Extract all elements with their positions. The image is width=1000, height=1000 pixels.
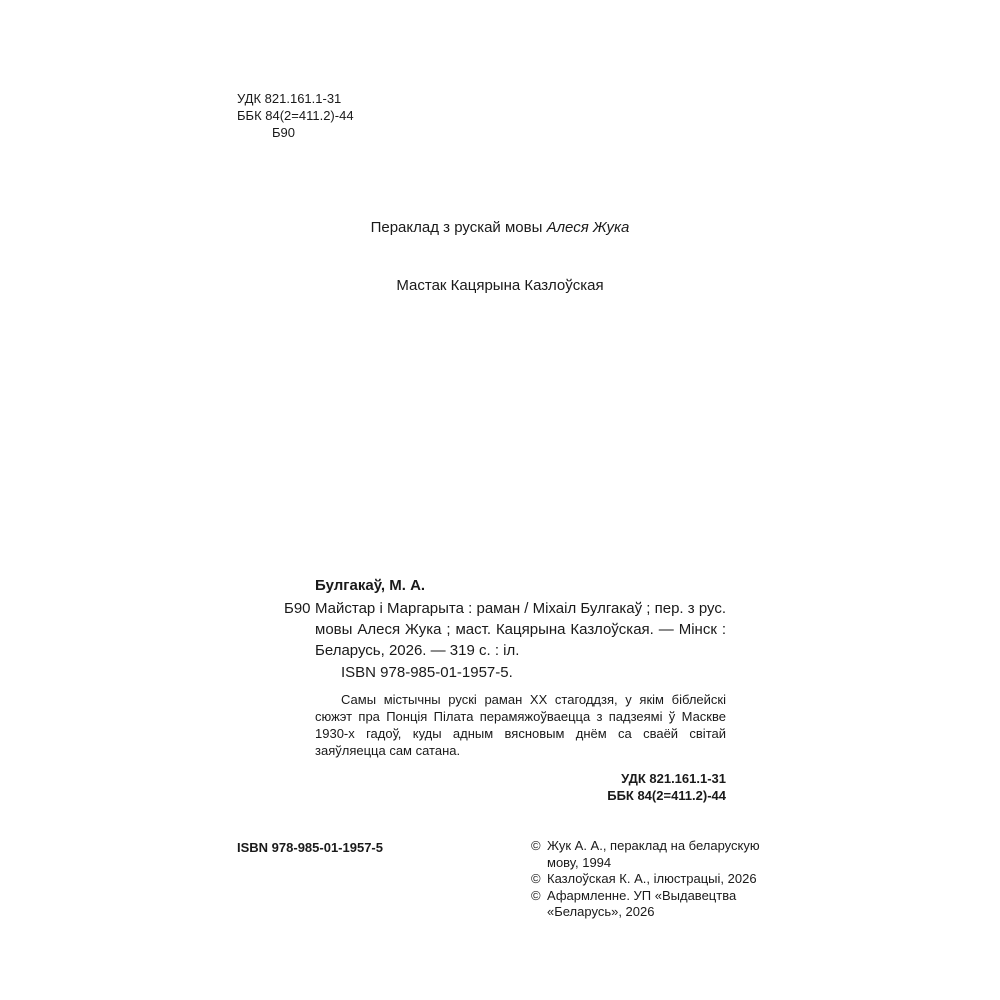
copyright-text: Казлоўская К. А., ілюстрацыі, 2026 [547,871,757,886]
translation-prefix: Пераклад з рускай мовы [370,219,547,236]
record-main [284,598,726,804]
copyright-item [531,888,791,921]
copyright-symbol: © [531,838,541,853]
record-description: Майстар і Маргарыта : раман / Міхаіл Булгакаў ; пер. з рус. мовы Алеся Жука ; маст. Кацярына Казлоўская. — Мінск : Беларусь, 2026. — 319 с. : іл. [315,600,726,659]
copyright-item [531,838,791,871]
classification-block [237,90,354,141]
copyright-item [531,871,791,888]
bbk-code: ББК 84(2=411.2)-44 [237,108,354,123]
record-author-mark: Б90 [284,600,311,617]
translator-credit [0,219,1000,236]
copyright-symbol: © [531,887,541,903]
record-isbn: ISBN 978-985-01-1957-5. [341,664,513,681]
copyright-text: Афармленне. УП «Выдавецтва «Беларусь», 2026 [547,887,737,919]
author-mark: Б90 [272,125,295,140]
isbn-footer: ISBN 978-985-01-1957-5 [237,840,383,855]
copyright-symbol: © [531,871,541,886]
translator-name: Алеся Жука [546,219,630,236]
udk-code: УДК 821.161.1-31 [237,91,342,106]
record-author: Булгакаў, М. А. [315,577,426,594]
artist-credit: Мастак Кацярына Казлоўская [396,277,604,294]
record-codes [315,770,726,804]
copyright-list [531,838,791,921]
record-annotation: Самы містычны рускі раман XX стагоддзя, у якім біблейскі сюжэт пра Понція Пілата перамяжоўваецца з падзеямі ў Маскве 1930-х гадоў, куды адным вясновым днём са сваёй світай заяўляецца сам сатана. [315,692,726,758]
record-udk: УДК 821.161.1-31 [621,771,726,786]
record-bbk: ББК 84(2=411.2)-44 [607,788,726,803]
copyright-text: Жук А. А., пераклад на беларускую мову, 1994 [547,838,760,870]
bibliographic-record [284,576,726,804]
